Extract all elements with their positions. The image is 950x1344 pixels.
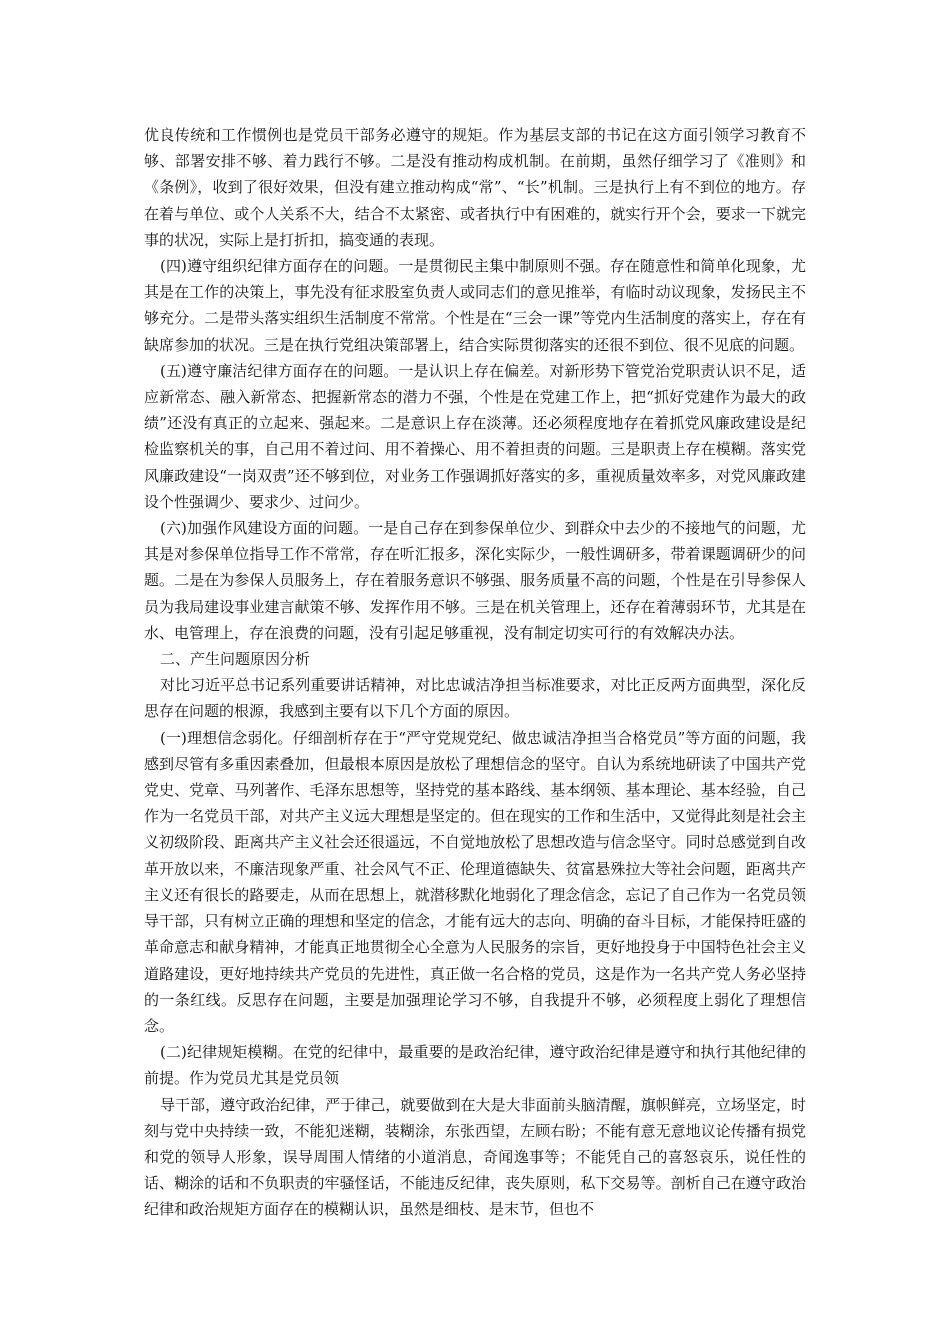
paragraph-integrity-discipline: (五)遵守廉洁纪律方面存在的问题。一是认识上存在偏差。对新形势下管党治党职责认识不足，适应新常态、融入新常态、把握新常态的潜力不强，个性是在党建工作上，把“抓好党建作为最大的政绩”还没有真正的立起来、强起来。二是意识上存在淡薄。还必须程度地存在着抓党风廉政建设是纪检监察机关的事，自己用不着过问、用不着操心、用不着担责的问题。三是职责上存在模糊。落实党风廉政建设“一岗双责”还不够到位，对业务工作强调抓好落实的多，重视质量效率多，对党风廉政建设个性强调少、要求少、过问少。 (144, 361, 806, 511)
paragraph-work-style: (六)加强作风建设方面的问题。一是自己存在到参保单位少、到群众中去少的不接地气的问题，尤其是对参保单位指导工作不常常，存在听汇报多，深化实际少，一般性调研多，带着课题调研少的问题。二是在为参保人员服务上，存在着服务意识不够强、服务质量不高的问题，个性是在引导参保人员为我局建设事业建言献策不够、发挥作用不够。三是在机关管理上，还存在着薄弱环节，尤其是在水、电管理上，存在浪费的问题，没有引起足够重视，没有制定切实可行的有效解决办法。 (144, 519, 806, 642)
section-heading-cause-analysis: 二、产生问题原因分析 (160, 650, 311, 669)
paragraph-continuation: 优良传统和工作惯例也是党员干部务必遵守的规矩。作为基层支部的书记在这方面引领学习教育不够、部署安排不够、着力践行不够。二是没有推动构成机制。在前期，虽然仔细学习了《准则》和《条例》，收到了很好效果，但没有建立推动构成“常”、“长”机制。三是执行上有不到位的地方。存在着与单位、或个人关系不大，结合不太紧密、或者执行中有困难的，就实行开个会，要求一下就完事的状况，实际上是打折扣，搞变通的表现。 (144, 126, 806, 249)
paragraph-ideals-weakened: (一)理想信念弱化。仔细剖析存在于“严守党规党纪、做忠诚洁净担当合格党员”等方面的问题，我感到尽管有多重因素叠加，但最根本原因是放松了理想信念的坚守。自认为系统地研读了中国共产党党史、党章、马列著作、毛泽东思想等，坚持党的基本路线、基本纲领、基本理论、基本经验，自己作为一名党员干部，对共产主义远大理想是坚定的。但在现实的工作和生活中，又觉得此刻是社会主义初级阶段、距离共产主义社会还很遥远，不自觉地放松了思想改造与信念坚守。同时总感觉到自改革开放以来，不廉洁现象严重、社会风气不正、伦理道德缺失、贫富悬殊拉大等社会问题，距离共产主义还有很长的路要走，从而在思想上，就潜移默化地弱化了理念信念，忘记了自己作为一名党员领导干部，只有树立正确的理想和坚定的信念，才能有远大的志向、明确的奋斗目标，才能保持旺盛的革命意志和献身精神，才能真正地贯彻全心全意为人民服务的宗旨，更好地投身于中国特色社会主义道路建设，更好地持续共产党员的先进性，真正做一名合格的党员，这是作为一名共产党人务必坚持的一条红线。反思存在问题，主要是加强理论学习不够，自我提升不够，必须程度上弱化了理想信念。 (144, 728, 806, 1035)
paragraph-discipline-blurred: (二)纪律规矩模糊。在党的纪律中，最重要的是政治纪律，遵守政治纪律是遵守和执行其他纪律的前提。作为党员尤其是党员领 (144, 1043, 806, 1088)
document-body (144, 122, 806, 1223)
paragraph-cause-intro: 对比习近平总书记系列重要讲话精神，对比忠诚洁净担当标准要求，对比正反两方面典型，深化反思存在问题的根源，我感到主要有以下几个方面的原因。 (144, 676, 806, 721)
paragraph-political-discipline: 导干部，遵守政治纪律，严于律己，就要做到在大是大非面前头脑清醒，旗帜鲜亮，立场坚定，时刻与党中央持续一致，不能犯迷糊，装糊涂，东张西望，左顾右盼；不能有意无意地议论传播有损党和党的领导人形象，误导周围人情绪的小道消息，奇闻逸事等；不能凭自己的喜怒哀乐，说任性的话、糊涂的话和不负职责的牢骚怪话，不能违反纪律，丧失原则，私下交易等。剖析自己在遵守政治纪律和政治规矩方面存在的模糊认识，虽然是细枝、是末节，但也不 (144, 1095, 806, 1219)
paragraph-organization-discipline: (四)遵守组织纪律方面存在的问题。一是贯彻民主集中制原则不强。存在随意性和简单化现象，尤其是在工作的决策上，事先没有征求股室负责人或同志们的意见推举，有临时动议现象，发扬民主不够充分。二是带头落实组织生活制度不常常。个性是在“三会一课”等党内生活制度的落实上，存在有缺席参加的状况。三是在执行党组决策部署上，结合实际贯彻落实的还很不到位、很不见底的问题。 (144, 257, 806, 354)
